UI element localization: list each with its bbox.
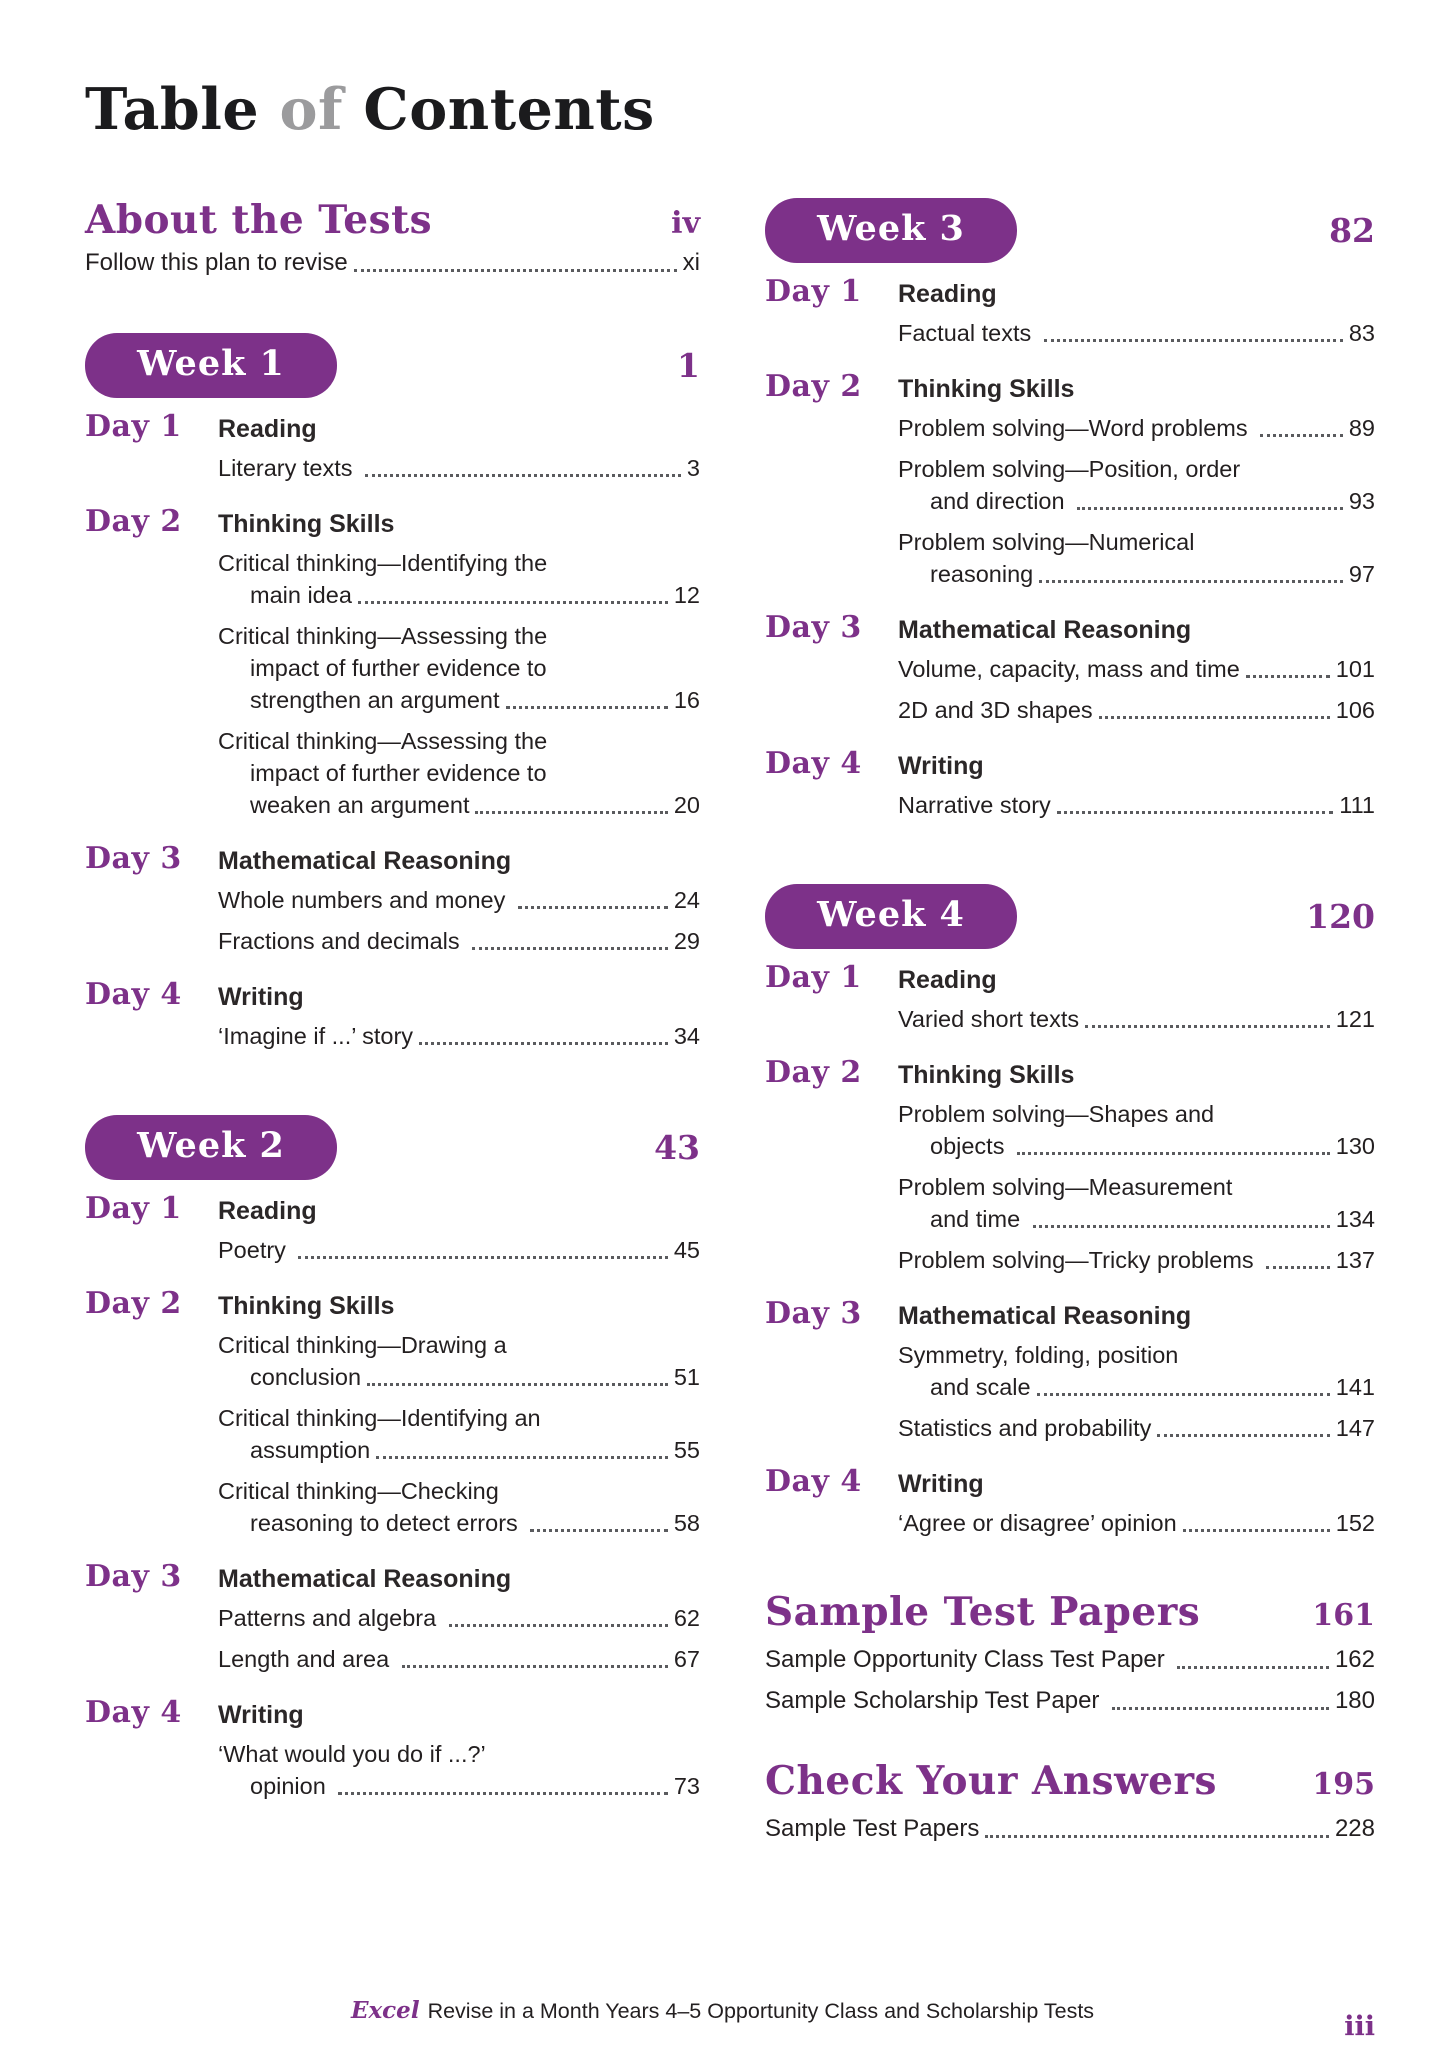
toc-entry-line <box>898 526 1375 558</box>
page-number: 228 <box>1334 1814 1375 1842</box>
entry-text: Problem solving—Shapes and <box>898 1100 1215 1127</box>
category-heading: Mathematical Reasoning <box>898 615 1192 644</box>
day-content <box>898 370 1375 599</box>
page-number: 162 <box>1334 1645 1375 1673</box>
toc-entry-line <box>765 1813 1375 1845</box>
entry-text: Critical thinking—Assessing the <box>218 622 548 649</box>
dot-leader <box>1044 339 1343 342</box>
toc-entry-line <box>898 317 1375 349</box>
major-section <box>85 198 700 279</box>
day-label: Day 1 <box>765 273 862 309</box>
page-number: 73 <box>673 1772 700 1799</box>
entry-text: weaken an argument <box>250 791 470 818</box>
page-number: 83 <box>1348 319 1375 346</box>
page-number: 134 <box>1335 1205 1375 1232</box>
page-title-word-table: Table <box>85 76 280 143</box>
entry-text: Narrative story <box>898 791 1051 818</box>
week-page-number: 43 <box>654 1127 700 1167</box>
toc-entry-line <box>930 1203 1375 1235</box>
page-number: 97 <box>1348 560 1375 587</box>
major-heading-row <box>765 1590 1375 1635</box>
toc-entry <box>218 1402 700 1466</box>
toc-column-left <box>85 198 700 1811</box>
day-row <box>765 1297 1375 1453</box>
week-section <box>85 1115 700 1811</box>
entry-text: Factual texts <box>898 319 1038 346</box>
day-content <box>898 961 1375 1044</box>
dot-leader <box>518 906 668 909</box>
toc-entry <box>765 1644 1375 1676</box>
dot-leader <box>354 269 677 272</box>
day-label: Day 3 <box>85 1558 182 1594</box>
page-number: 67 <box>673 1645 700 1672</box>
toc-entry-line <box>250 1361 700 1393</box>
toc-entry <box>218 620 700 716</box>
toc-entry-line <box>765 1644 1375 1676</box>
toc-entry-line <box>898 453 1375 485</box>
toc-entry <box>218 1234 700 1266</box>
entry-text: Whole numbers and money <box>218 886 512 913</box>
dot-leader <box>506 706 668 709</box>
toc-entry-line <box>218 925 700 957</box>
page-number: 141 <box>1335 1373 1375 1400</box>
entry-text: Critical thinking—Identifying an <box>218 1404 541 1431</box>
week-header <box>85 1115 700 1180</box>
week-badge-label: Week 4 <box>817 893 965 935</box>
week-section <box>765 198 1375 830</box>
entry-text: reasoning to detect errors <box>250 1509 525 1536</box>
major-section <box>765 1590 1375 1717</box>
day-label: Day 3 <box>765 1295 862 1331</box>
category-heading: Reading <box>218 414 317 443</box>
category-heading: Writing <box>898 751 984 780</box>
toc-entry-line <box>218 1602 700 1634</box>
dot-leader <box>1057 811 1333 814</box>
day-label: Day 2 <box>765 1054 862 1090</box>
category-heading: Writing <box>218 982 304 1011</box>
week-badge <box>765 884 1017 949</box>
dot-leader <box>1260 434 1343 437</box>
page-number: 29 <box>673 927 700 954</box>
toc-entry-line <box>250 652 700 684</box>
category-heading: Writing <box>898 1469 984 1498</box>
day-content <box>898 1465 1375 1548</box>
dot-leader <box>1037 1393 1330 1396</box>
toc-entry-line <box>898 1098 1375 1130</box>
page-number: 24 <box>673 886 700 913</box>
entry-text: opinion <box>250 1772 333 1799</box>
entry-text: conclusion <box>250 1363 362 1390</box>
day-label: Day 1 <box>85 1190 182 1226</box>
week-badge <box>85 333 337 398</box>
day-content <box>218 1287 700 1548</box>
toc-entry-line <box>218 1643 700 1675</box>
toc-entry-line <box>898 694 1375 726</box>
toc-entry-line <box>898 1244 1375 1276</box>
day-row <box>765 611 1375 735</box>
footer <box>0 1997 1445 2024</box>
page-title-word-contents: Contents <box>343 76 655 143</box>
toc-entry-line <box>930 485 1375 517</box>
dot-leader <box>298 1256 667 1259</box>
week-badge-label: Week 1 <box>137 342 285 384</box>
page-number: 147 <box>1335 1414 1375 1441</box>
toc-entry-line <box>85 247 700 279</box>
toc-entry <box>898 1171 1375 1235</box>
entry-text: Poetry <box>218 1236 293 1263</box>
day-content <box>898 747 1375 830</box>
week-section <box>85 333 700 1061</box>
day-label: Day 4 <box>765 1463 862 1499</box>
week-header <box>765 884 1375 949</box>
day-row <box>765 747 1375 830</box>
toc-entry <box>898 694 1375 726</box>
dot-leader <box>365 474 681 477</box>
day-label: Day 4 <box>765 745 862 781</box>
entry-text: and scale <box>930 1373 1031 1400</box>
dot-leader <box>338 1792 668 1795</box>
entry-text: Sample Opportunity Class Test Paper <box>765 1645 1172 1673</box>
toc-entry-line <box>218 1020 700 1052</box>
dot-leader <box>376 1456 668 1459</box>
dot-leader <box>1157 1434 1329 1437</box>
dot-leader <box>1099 716 1330 719</box>
toc-entry-line <box>898 789 1375 821</box>
toc-entry <box>218 1475 700 1539</box>
entry-text: 2D and 3D shapes <box>898 696 1093 723</box>
day-content <box>898 275 1375 358</box>
toc-entry-line <box>250 579 700 611</box>
toc-entry-line <box>218 1738 700 1770</box>
toc-entry-line <box>898 412 1375 444</box>
entry-text: assumption <box>250 1436 371 1463</box>
week-page-number: 120 <box>1306 896 1375 936</box>
toc-entry <box>898 1507 1375 1539</box>
entry-text: Problem solving—Tricky problems <box>898 1246 1261 1273</box>
day-row <box>85 505 700 830</box>
entry-text: Problem solving—Word problems <box>898 414 1255 441</box>
major-page-number: iv <box>671 205 700 241</box>
day-row <box>765 1465 1375 1548</box>
week-page-number: 82 <box>1329 210 1375 250</box>
dot-leader <box>1017 1152 1330 1155</box>
day-row <box>85 1192 700 1275</box>
major-section <box>765 1759 1375 1845</box>
page-number: 101 <box>1335 655 1375 682</box>
toc-entry-line <box>250 1434 700 1466</box>
entry-text: ‘Imagine if ...’ story <box>218 1022 414 1049</box>
toc-entry <box>898 1244 1375 1276</box>
page-number: 51 <box>673 1363 700 1390</box>
entry-text: Fractions and decimals <box>218 927 467 954</box>
toc-entry <box>218 1602 700 1634</box>
entry-text: Problem solving—Numerical <box>898 528 1195 555</box>
entry-text: reasoning <box>930 560 1034 587</box>
category-heading: Mathematical Reasoning <box>218 1564 512 1593</box>
entry-text: impact of further evidence to <box>250 654 547 681</box>
dot-leader <box>1077 507 1343 510</box>
toc-entry <box>218 884 700 916</box>
entry-text: ‘Agree or disagree’ opinion <box>898 1509 1177 1536</box>
category-heading: Mathematical Reasoning <box>218 846 512 875</box>
day-content <box>898 611 1375 735</box>
dot-leader <box>1085 1025 1330 1028</box>
page-number: 93 <box>1348 487 1375 514</box>
page-number: 45 <box>673 1236 700 1263</box>
week-header <box>765 198 1375 263</box>
entry-text: and direction <box>930 487 1072 514</box>
category-heading: Thinking Skills <box>218 1291 395 1320</box>
dot-leader <box>985 1835 1329 1838</box>
major-heading: Check Your Answers <box>765 1757 1217 1804</box>
page-number: xi <box>682 248 700 276</box>
week-header <box>85 333 700 398</box>
toc-entry <box>898 412 1375 444</box>
major-page-number: 195 <box>1312 1766 1375 1802</box>
toc-entry <box>218 547 700 611</box>
page-number: 180 <box>1334 1686 1375 1714</box>
dot-leader <box>530 1529 668 1532</box>
entry-text: Critical thinking—Identifying the <box>218 549 548 576</box>
page-number: 34 <box>673 1022 700 1049</box>
toc-entry-line <box>218 1234 700 1266</box>
day-label: Day 1 <box>85 408 182 444</box>
category-heading: Thinking Skills <box>898 374 1075 403</box>
day-label: Day 1 <box>765 959 862 995</box>
toc-entry-line <box>930 558 1375 590</box>
entry-text: Problem solving—Measurement <box>898 1173 1233 1200</box>
entry-text: objects <box>930 1132 1011 1159</box>
toc-entry <box>898 526 1375 590</box>
toc-entry-line <box>250 789 700 821</box>
page-number: 62 <box>673 1604 700 1631</box>
entry-text: main idea <box>250 581 352 608</box>
footer-text: Revise in a Month Years 4–5 Opportunity Class and Scholarship Tests <box>427 1999 1095 2023</box>
day-content <box>218 505 700 830</box>
toc-columns <box>0 140 1445 1845</box>
entry-text: ‘What would you do if ...?’ <box>218 1740 486 1767</box>
dot-leader <box>449 1624 668 1627</box>
entry-text: Volume, capacity, mass and time <box>898 655 1240 682</box>
toc-entry-line <box>898 1003 1375 1035</box>
entry-text: Problem solving—Position, order <box>898 455 1241 482</box>
day-label: Day 2 <box>85 1285 182 1321</box>
dot-leader <box>402 1665 668 1668</box>
toc-entry-line <box>250 1507 700 1539</box>
day-row <box>85 410 700 493</box>
week-badge-label: Week 2 <box>137 1124 285 1166</box>
week-page-number: 1 <box>677 345 700 385</box>
toc-entry <box>218 1643 700 1675</box>
dot-leader <box>367 1383 668 1386</box>
entry-text: Symmetry, folding, position <box>898 1341 1179 1368</box>
page-number: 20 <box>673 791 700 818</box>
toc-entry <box>898 453 1375 517</box>
category-heading: Writing <box>218 1700 304 1729</box>
toc-entry <box>898 317 1375 349</box>
page-folio: iii <box>1344 2011 1375 2042</box>
day-row <box>85 842 700 966</box>
page-number: 16 <box>673 686 700 713</box>
page-number: 89 <box>1348 414 1375 441</box>
category-heading: Mathematical Reasoning <box>898 1301 1192 1330</box>
major-heading: Sample Test Papers <box>765 1588 1201 1635</box>
dot-leader <box>1246 675 1330 678</box>
day-row <box>765 370 1375 599</box>
entry-text: Follow this plan to revise <box>85 248 348 276</box>
toc-entry-line <box>930 1130 1375 1162</box>
day-label: Day 2 <box>765 368 862 404</box>
toc-entry <box>898 1339 1375 1403</box>
dot-leader <box>472 947 668 950</box>
entry-text: strengthen an argument <box>250 686 500 713</box>
toc-entry <box>85 247 700 279</box>
toc-entry-line <box>250 684 700 716</box>
day-row <box>85 978 700 1061</box>
toc-entry-line <box>218 452 700 484</box>
page-number: 3 <box>686 454 700 481</box>
entry-text: impact of further evidence to <box>250 759 547 786</box>
toc-entry-line <box>898 653 1375 685</box>
toc-entry-line <box>218 1329 700 1361</box>
day-row <box>765 275 1375 358</box>
dot-leader <box>1112 1707 1329 1710</box>
page-number: 130 <box>1335 1132 1375 1159</box>
day-content <box>898 1297 1375 1453</box>
day-content <box>218 1560 700 1684</box>
toc-entry-line <box>930 1371 1375 1403</box>
toc-entry <box>898 789 1375 821</box>
toc-entry-line <box>898 1339 1375 1371</box>
toc-entry <box>765 1685 1375 1717</box>
page-title-word-of: of <box>279 76 344 143</box>
day-row <box>765 961 1375 1044</box>
page-number: 111 <box>1339 791 1375 818</box>
entry-text: Length and area <box>218 1645 396 1672</box>
day-label: Day 3 <box>85 840 182 876</box>
page-number: 152 <box>1335 1509 1375 1536</box>
toc-entry-line <box>218 547 700 579</box>
day-label: Day 4 <box>85 976 182 1012</box>
entry-text: Critical thinking—Drawing a <box>218 1331 507 1358</box>
page-title <box>85 76 1445 143</box>
day-row <box>85 1696 700 1811</box>
entry-text: Critical thinking—Assessing the <box>218 727 548 754</box>
major-heading: About the Tests <box>85 196 433 243</box>
toc-entry <box>218 925 700 957</box>
dot-leader <box>1033 1225 1330 1228</box>
toc-entry <box>898 1003 1375 1035</box>
category-heading: Thinking Skills <box>898 1060 1075 1089</box>
category-heading: Reading <box>898 279 997 308</box>
entry-text: Patterns and algebra <box>218 1604 443 1631</box>
toc-entry-line <box>218 1402 700 1434</box>
page-number: 12 <box>673 581 700 608</box>
dot-leader <box>475 811 667 814</box>
entry-text: Statistics and probability <box>898 1414 1152 1441</box>
major-heading-row <box>765 1759 1375 1804</box>
footer-brand: Excel <box>350 1997 420 2024</box>
toc-entry-line <box>250 757 700 789</box>
toc-column-right <box>765 198 1375 1845</box>
day-content <box>898 1056 1375 1285</box>
category-heading: Reading <box>218 1196 317 1225</box>
dot-leader <box>358 601 668 604</box>
entry-text: Sample Scholarship Test Paper <box>765 1686 1107 1714</box>
week-section <box>765 884 1375 1548</box>
day-content <box>218 410 700 493</box>
toc-entry <box>218 1329 700 1393</box>
day-content <box>218 1192 700 1275</box>
toc-entry <box>218 1020 700 1052</box>
entry-text: and time <box>930 1205 1027 1232</box>
week-badge <box>85 1115 337 1180</box>
page-number: 106 <box>1335 696 1375 723</box>
toc-entry-line <box>218 725 700 757</box>
toc-entry <box>898 653 1375 685</box>
toc-entry-line <box>250 1770 700 1802</box>
dot-leader <box>1177 1666 1329 1669</box>
toc-entry <box>218 725 700 821</box>
week-badge-label: Week 3 <box>817 207 965 249</box>
major-heading-row <box>85 198 700 243</box>
day-content <box>218 842 700 966</box>
day-label: Day 3 <box>765 609 862 645</box>
week-badge <box>765 198 1017 263</box>
entry-text: Sample Test Papers <box>765 1814 980 1842</box>
toc-entry-line <box>898 1507 1375 1539</box>
toc-entry-line <box>218 620 700 652</box>
toc-entry-line <box>765 1685 1375 1717</box>
category-heading: Thinking Skills <box>218 509 395 538</box>
toc-entry <box>765 1813 1375 1845</box>
dot-leader <box>1266 1266 1330 1269</box>
day-row <box>85 1560 700 1684</box>
dot-leader <box>1183 1529 1330 1532</box>
day-content <box>218 1696 700 1811</box>
entry-text: Varied short texts <box>898 1005 1080 1032</box>
page-number: 55 <box>673 1436 700 1463</box>
dot-leader <box>1039 580 1343 583</box>
dot-leader <box>419 1042 668 1045</box>
toc-entry <box>218 1738 700 1802</box>
page-number: 137 <box>1335 1246 1375 1273</box>
page-number: 58 <box>673 1509 700 1536</box>
page-number: 121 <box>1335 1005 1375 1032</box>
category-heading: Reading <box>898 965 997 994</box>
day-content <box>218 978 700 1061</box>
major-page-number: 161 <box>1312 1597 1375 1633</box>
toc-entry <box>898 1412 1375 1444</box>
toc-entry <box>218 452 700 484</box>
toc-entry-line <box>898 1171 1375 1203</box>
toc-entry-line <box>898 1412 1375 1444</box>
toc-entry-line <box>218 1475 700 1507</box>
day-label: Day 4 <box>85 1694 182 1730</box>
day-row <box>765 1056 1375 1285</box>
toc-entry-line <box>218 884 700 916</box>
day-row <box>85 1287 700 1548</box>
entry-text: Literary texts <box>218 454 360 481</box>
toc-entry <box>898 1098 1375 1162</box>
entry-text: Critical thinking—Checking <box>218 1477 499 1504</box>
day-label: Day 2 <box>85 503 182 539</box>
